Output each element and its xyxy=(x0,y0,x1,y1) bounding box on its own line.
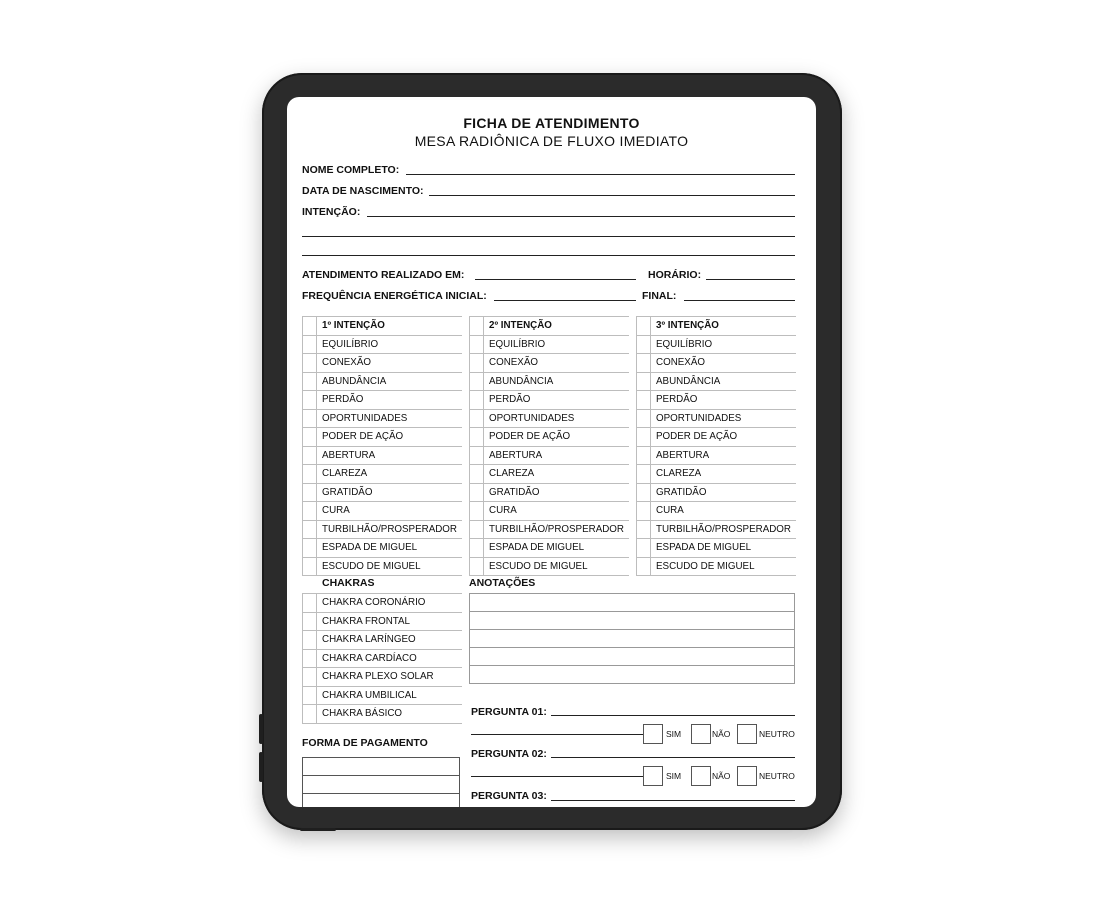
item-label: ABERTURA xyxy=(489,449,543,461)
intention-item-row xyxy=(636,558,796,577)
intention-item-row xyxy=(302,465,462,484)
checkbox-cell[interactable] xyxy=(469,336,484,354)
pergunta-01-sim-label: SIM xyxy=(666,729,682,739)
checkbox-cell[interactable] xyxy=(302,447,317,465)
anotacoes-line[interactable] xyxy=(469,629,795,647)
intention-item-row xyxy=(636,484,796,503)
item-label: CHAKRA UMBILICAL xyxy=(322,689,417,701)
pagamento-line[interactable] xyxy=(302,757,460,775)
intention-item-row xyxy=(636,521,796,540)
pergunta-02-nao-checkbox[interactable] xyxy=(691,766,711,786)
checkbox-cell[interactable] xyxy=(469,391,484,409)
intention-column-2 xyxy=(469,316,629,576)
checkbox-cell[interactable] xyxy=(302,650,317,668)
checkbox-cell[interactable] xyxy=(302,687,317,705)
chakras-title: CHAKRAS xyxy=(322,577,375,589)
intention-item-row xyxy=(636,391,796,410)
item-label: CHAKRA LARÍNGEO xyxy=(322,634,416,645)
pergunta-02-line[interactable] xyxy=(551,757,795,758)
checkbox-cell[interactable] xyxy=(302,410,317,428)
item-label: TURBILHÃO/PROSPERADOR xyxy=(489,523,625,535)
checkbox-cell[interactable] xyxy=(636,373,651,391)
item-label: PERDÃO xyxy=(322,394,364,405)
checkbox-cell[interactable] xyxy=(636,336,651,354)
item-label: EQUILÍBRIO xyxy=(489,338,546,350)
pergunta-02-neutro-checkbox[interactable] xyxy=(737,766,757,786)
checkbox-cell[interactable] xyxy=(302,558,317,576)
item-label: OPORTUNIDADES xyxy=(656,412,742,424)
item-label: CURA xyxy=(322,505,350,516)
header-cell xyxy=(469,317,484,335)
intention-item-row xyxy=(302,410,462,429)
checkbox-cell[interactable] xyxy=(469,521,484,539)
item-label: CLAREZA xyxy=(489,468,535,479)
label-nome: NOME COMPLETO: xyxy=(302,164,400,176)
checkbox-cell[interactable] xyxy=(302,428,317,446)
anotacoes-box[interactable] xyxy=(469,593,795,684)
intention-header-row xyxy=(302,317,462,336)
chakra-item-row xyxy=(302,594,462,613)
checkbox-cell[interactable] xyxy=(302,336,317,354)
item-label: ABUNDÂNCIA xyxy=(322,375,387,387)
checkbox-cell[interactable] xyxy=(302,354,317,372)
intention-item-row xyxy=(469,354,629,373)
checkbox-cell[interactable] xyxy=(302,539,317,557)
intention-item-row xyxy=(636,447,796,466)
pagamento-line[interactable] xyxy=(302,793,460,807)
pergunta-02-neutro-label: NEUTRO xyxy=(759,771,795,781)
item-label: PODER DE AÇÃO xyxy=(656,431,738,442)
anotacoes-line[interactable] xyxy=(469,611,795,629)
pergunta-01-nao-label: NÃO xyxy=(712,729,731,739)
item-label: PERDÃO xyxy=(489,394,531,405)
pergunta-02-sim-checkbox[interactable] xyxy=(643,766,663,786)
intention-item-row xyxy=(469,336,629,355)
item-label: PERDÃO xyxy=(656,394,698,405)
item-label: EQUILÍBRIO xyxy=(656,338,713,350)
side-button-top xyxy=(259,714,263,744)
checkbox-cell[interactable] xyxy=(636,521,651,539)
checkbox-cell[interactable] xyxy=(636,539,651,557)
chakra-item-row xyxy=(302,687,462,706)
pergunta-03-label: PERGUNTA 03: xyxy=(471,790,547,802)
checkbox-cell[interactable] xyxy=(302,613,317,631)
intention-item-row xyxy=(302,354,462,373)
intention-item-row xyxy=(302,502,462,521)
checkbox-cell[interactable] xyxy=(302,391,317,409)
item-label: CONEXÃO xyxy=(322,357,371,368)
column-title: 3º INTENÇÃO xyxy=(656,320,719,331)
checkbox-cell[interactable] xyxy=(469,447,484,465)
pergunta-01-nao-checkbox[interactable] xyxy=(691,724,711,744)
pergunta-01-line[interactable] xyxy=(551,715,795,716)
pergunta-01-label: PERGUNTA 01: xyxy=(471,706,547,718)
checkbox-cell[interactable] xyxy=(469,428,484,446)
intention-item-row xyxy=(636,410,796,429)
pagamento-title: FORMA DE PAGAMENTO xyxy=(302,737,428,749)
pergunta-02-sim-label: SIM xyxy=(666,771,682,781)
item-label: CLAREZA xyxy=(322,468,368,479)
input-atendimento-line[interactable] xyxy=(475,279,636,280)
checkbox-cell[interactable] xyxy=(636,447,651,465)
intention-item-row xyxy=(302,539,462,558)
intention-item-row xyxy=(469,521,629,540)
intention-item-row xyxy=(469,373,629,392)
item-label: PODER DE AÇÃO xyxy=(489,431,571,442)
intention-header-row xyxy=(636,317,796,336)
label-nascimento: DATA DE NASCIMENTO: xyxy=(302,185,424,197)
checkbox-cell[interactable] xyxy=(302,705,317,723)
pergunta-02-label: PERGUNTA 02: xyxy=(471,748,547,760)
checkbox-cell[interactable] xyxy=(636,465,651,483)
side-button-bottom xyxy=(259,752,263,782)
checkbox-cell[interactable] xyxy=(469,410,484,428)
label-atendimento: ATENDIMENTO REALIZADO EM: xyxy=(302,269,465,281)
checkbox-cell[interactable] xyxy=(302,668,317,686)
intention-item-row xyxy=(302,373,462,392)
intention-item-row xyxy=(302,447,462,466)
intention-item-row xyxy=(469,428,629,447)
item-label: OPORTUNIDADES xyxy=(322,412,408,424)
checkbox-cell[interactable] xyxy=(469,373,484,391)
checkbox-cell[interactable] xyxy=(469,539,484,557)
input-frequencia-inicial-line[interactable] xyxy=(494,300,636,301)
chakra-item-row xyxy=(302,705,462,724)
pergunta-01-neutro-checkbox[interactable] xyxy=(737,724,757,744)
checkbox-cell[interactable] xyxy=(302,521,317,539)
bottom-button xyxy=(300,828,336,831)
intention-item-row xyxy=(469,447,629,466)
intention-item-row xyxy=(636,373,796,392)
checkbox-cell[interactable] xyxy=(636,354,651,372)
intention-item-row xyxy=(302,336,462,355)
input-final-line[interactable] xyxy=(684,300,795,301)
checkbox-cell[interactable] xyxy=(636,502,651,520)
checkbox-cell[interactable] xyxy=(302,373,317,391)
item-label: ESCUDO DE MIGUEL xyxy=(489,560,588,572)
label-frequencia-inicial: FREQUÊNCIA ENERGÉTICA INICIAL: xyxy=(302,290,487,302)
intention-item-row xyxy=(302,558,462,577)
checkbox-cell[interactable] xyxy=(469,465,484,483)
column-title: 2º INTENÇÃO xyxy=(489,320,552,331)
form-title: FICHA DE ATENDIMENTO xyxy=(463,115,640,131)
item-label: OPORTUNIDADES xyxy=(489,412,575,424)
chakra-item-row xyxy=(302,650,462,669)
item-label: CONEXÃO xyxy=(656,357,705,368)
item-label: TURBILHÃO/PROSPERADOR xyxy=(656,523,792,535)
intention-item-row xyxy=(469,539,629,558)
pergunta-03-line[interactable] xyxy=(551,800,795,801)
form-subtitle: MESA RADIÔNICA DE FLUXO IMEDIATO xyxy=(414,133,689,149)
checkbox-cell[interactable] xyxy=(302,594,317,612)
item-label: ESCUDO DE MIGUEL xyxy=(322,560,421,572)
item-label: GRATIDÃO xyxy=(656,486,707,498)
intention-item-row xyxy=(302,391,462,410)
intention-item-row xyxy=(636,502,796,521)
intention-item-row xyxy=(636,336,796,355)
item-label: CHAKRA CORONÁRIO xyxy=(322,597,426,608)
item-label: ESCUDO DE MIGUEL xyxy=(656,560,755,572)
item-label: PODER DE AÇÃO xyxy=(322,431,404,442)
item-label: ABUNDÂNCIA xyxy=(656,375,721,387)
checkbox-cell[interactable] xyxy=(469,354,484,372)
pergunta-02-line-2[interactable] xyxy=(471,776,643,777)
item-label: CURA xyxy=(656,505,684,516)
item-label: GRATIDÃO xyxy=(322,486,373,498)
header-cell xyxy=(636,317,651,335)
header-cell xyxy=(302,317,317,335)
checkbox-cell[interactable] xyxy=(636,484,651,502)
pergunta-01-line-2[interactable] xyxy=(471,734,643,735)
label-final: FINAL: xyxy=(642,290,677,302)
item-label: EQUILÍBRIO xyxy=(322,338,379,350)
checkbox-cell[interactable] xyxy=(302,484,317,502)
intention-item-row xyxy=(469,410,629,429)
checkbox-cell[interactable] xyxy=(469,502,484,520)
item-label: GRATIDÃO xyxy=(489,486,540,498)
checkbox-cell[interactable] xyxy=(469,484,484,502)
pergunta-01-sim-checkbox[interactable] xyxy=(643,724,663,744)
item-label: CHAKRA PLEXO SOLAR xyxy=(322,671,434,682)
input-intencao-line[interactable] xyxy=(367,216,795,217)
checkbox-cell[interactable] xyxy=(302,631,317,649)
label-horario: HORÁRIO: xyxy=(648,269,702,281)
intention-item-row xyxy=(636,428,796,447)
input-nome-line[interactable] xyxy=(406,174,795,175)
item-label: CURA xyxy=(489,505,517,516)
anotacoes-line[interactable] xyxy=(469,647,795,665)
intention-item-row xyxy=(302,428,462,447)
chakra-item-row xyxy=(302,613,462,632)
input-intencao-line-2[interactable] xyxy=(302,236,795,237)
intention-item-row xyxy=(636,354,796,373)
input-horario-line[interactable] xyxy=(706,279,795,280)
item-label: CHAKRA CARDÍACO xyxy=(322,652,417,664)
tablet-screen xyxy=(287,97,816,807)
intention-column-3 xyxy=(636,316,796,576)
pergunta-02-nao-label: NÃO xyxy=(712,771,731,781)
intention-item-row xyxy=(469,465,629,484)
chakra-item-row xyxy=(302,631,462,650)
intention-item-row xyxy=(636,465,796,484)
checkbox-cell[interactable] xyxy=(636,410,651,428)
item-label: ABERTURA xyxy=(322,449,376,461)
pagamento-line[interactable] xyxy=(302,775,460,793)
chakra-item-row xyxy=(302,668,462,687)
intention-item-row xyxy=(469,484,629,503)
intention-column-1 xyxy=(302,316,462,576)
item-label: ABERTURA xyxy=(656,449,710,461)
anotacoes-line[interactable] xyxy=(469,665,795,684)
intention-item-row xyxy=(302,484,462,503)
column-title: 1º INTENÇÃO xyxy=(322,320,385,331)
checkbox-cell[interactable] xyxy=(636,428,651,446)
anotacoes-title: ANOTAÇÕES xyxy=(469,577,536,589)
item-label: CHAKRA BÁSICO xyxy=(322,708,403,719)
label-intencao: INTENÇÃO: xyxy=(302,206,361,218)
input-nascimento-line[interactable] xyxy=(429,195,795,196)
intention-header-row xyxy=(469,317,629,336)
item-label: ESPADA DE MIGUEL xyxy=(489,542,585,553)
pagamento-box[interactable] xyxy=(302,757,460,807)
item-label: CLAREZA xyxy=(656,468,702,479)
item-label: ESPADA DE MIGUEL xyxy=(322,542,418,553)
checkbox-cell[interactable] xyxy=(469,558,484,576)
item-label: CHAKRA FRONTAL xyxy=(322,615,411,627)
intention-item-row xyxy=(302,521,462,540)
intention-item-row xyxy=(469,391,629,410)
item-label: CONEXÃO xyxy=(489,357,538,368)
intention-item-row xyxy=(469,502,629,521)
checkbox-cell[interactable] xyxy=(636,391,651,409)
checkbox-cell[interactable] xyxy=(636,558,651,576)
chakras-list xyxy=(302,593,462,724)
item-label: TURBILHÃO/PROSPERADOR xyxy=(322,523,458,535)
intention-item-row xyxy=(636,539,796,558)
item-label: ESPADA DE MIGUEL xyxy=(656,542,752,553)
item-label: ABUNDÂNCIA xyxy=(489,375,554,387)
pergunta-01-neutro-label: NEUTRO xyxy=(759,729,795,739)
checkbox-cell[interactable] xyxy=(302,502,317,520)
anotacoes-line[interactable] xyxy=(469,593,795,611)
checkbox-cell[interactable] xyxy=(302,465,317,483)
intention-item-row xyxy=(469,558,629,577)
input-intencao-line-3[interactable] xyxy=(302,255,795,256)
